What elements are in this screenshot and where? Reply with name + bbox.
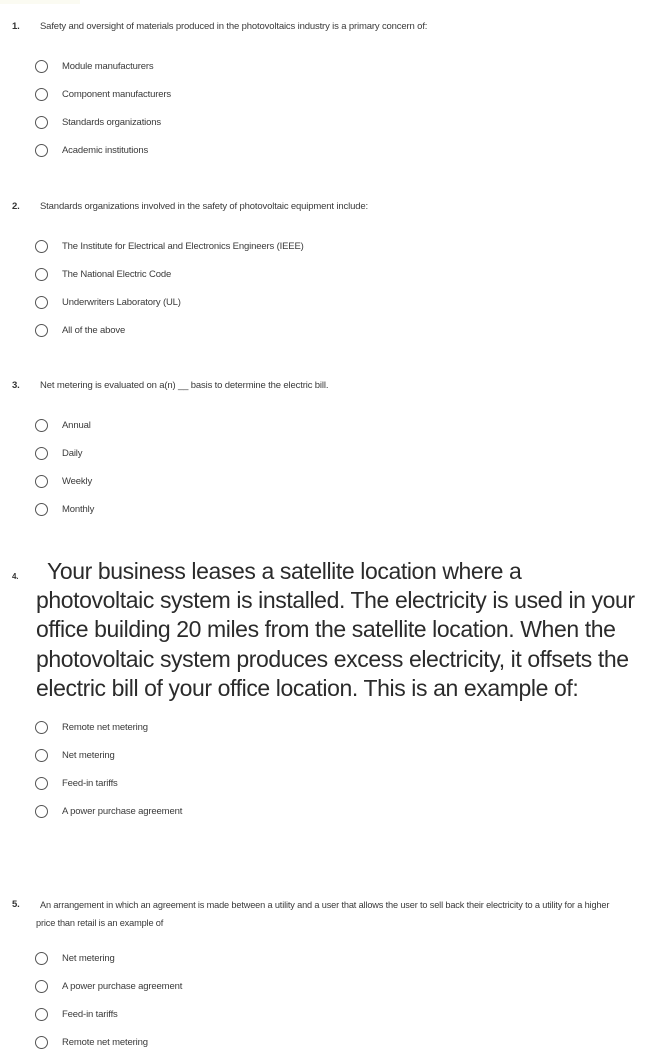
answer-option[interactable]	[0, 80, 662, 108]
radio-button-icon[interactable]	[35, 240, 48, 253]
radio-button-icon[interactable]	[35, 503, 48, 516]
option-label[interactable]: Component manufacturers	[62, 88, 172, 100]
question-number: 3.	[12, 380, 20, 391]
answer-option[interactable]	[0, 1000, 662, 1028]
answer-option[interactable]	[0, 411, 662, 439]
radio-button-icon[interactable]	[35, 447, 48, 460]
option-label[interactable]: The National Electric Code	[62, 268, 172, 280]
question-number: 2.	[12, 201, 20, 212]
option-label[interactable]: Underwriters Laboratory (UL)	[62, 296, 181, 308]
option-label[interactable]: Net metering	[62, 749, 115, 761]
option-label[interactable]: Feed-in tariffs	[62, 777, 118, 789]
question-number: 1.	[12, 21, 20, 32]
option-label[interactable]: Remote net metering	[62, 1036, 148, 1048]
question-text: Your business leases a satellite location where a photovoltaic system is installed. The electricity is used in your office building 20 miles from the satellite location. When the photovoltaic system produces excess electricity, it offsets the electric bill of your office location. This is an example of:	[36, 558, 635, 701]
question-text: Net metering is evaluated on a(n) __ basis to determine the electric bill.	[40, 380, 329, 391]
answer-options	[0, 944, 662, 1056]
radio-button-icon[interactable]	[35, 952, 48, 965]
option-label[interactable]: Module manufacturers	[62, 60, 154, 72]
question-2	[0, 200, 662, 344]
option-label[interactable]: Annual	[62, 419, 91, 431]
answer-option[interactable]	[0, 713, 662, 741]
question-5	[0, 896, 662, 1056]
question-header	[0, 200, 662, 214]
answer-option[interactable]	[0, 769, 662, 797]
radio-button-icon[interactable]	[35, 980, 48, 993]
answer-option[interactable]	[0, 316, 662, 344]
option-label[interactable]: All of the above	[62, 324, 126, 336]
question-header	[0, 896, 662, 932]
radio-button-icon[interactable]	[35, 60, 48, 73]
question-number: 4.	[12, 572, 19, 581]
radio-button-icon[interactable]	[35, 88, 48, 101]
answer-option[interactable]	[0, 260, 662, 288]
answer-option[interactable]	[0, 108, 662, 136]
radio-button-icon[interactable]	[35, 1036, 48, 1049]
question-1	[0, 20, 662, 164]
radio-button-icon[interactable]	[35, 749, 48, 762]
option-label[interactable]: Remote net metering	[62, 721, 148, 733]
answer-option[interactable]	[0, 136, 662, 164]
option-label[interactable]: Net metering	[62, 952, 115, 964]
answer-option[interactable]	[0, 972, 662, 1000]
answer-options	[0, 411, 662, 523]
radio-button-icon[interactable]	[35, 1008, 48, 1021]
question-number: 5.	[12, 899, 20, 910]
answer-option[interactable]	[0, 495, 662, 523]
answer-options	[0, 713, 662, 825]
radio-button-icon[interactable]	[35, 721, 48, 734]
answer-option[interactable]	[0, 1028, 662, 1056]
answer-option[interactable]	[0, 467, 662, 495]
top-strip-decoration	[0, 0, 80, 4]
option-label[interactable]: A power purchase agreement	[62, 980, 183, 992]
radio-button-icon[interactable]	[35, 268, 48, 281]
answer-option[interactable]	[0, 741, 662, 769]
option-label[interactable]: Daily	[62, 447, 83, 459]
question-3	[0, 379, 662, 523]
question-4	[0, 557, 662, 825]
answer-option[interactable]	[0, 944, 662, 972]
question-text: Standards organizations involved in the safety of photovoltaic equipment include:	[40, 201, 368, 212]
answer-option[interactable]	[0, 232, 662, 260]
radio-button-icon[interactable]	[35, 296, 48, 309]
answer-options	[0, 52, 662, 164]
option-label[interactable]: Academic institutions	[62, 144, 149, 156]
radio-button-icon[interactable]	[35, 777, 48, 790]
radio-button-icon[interactable]	[35, 805, 48, 818]
answer-option[interactable]	[0, 439, 662, 467]
option-label[interactable]: Standards organizations	[62, 116, 162, 128]
radio-button-icon[interactable]	[35, 324, 48, 337]
radio-button-icon[interactable]	[35, 144, 48, 157]
option-label[interactable]: Monthly	[62, 503, 95, 515]
answer-option[interactable]	[0, 288, 662, 316]
radio-button-icon[interactable]	[35, 475, 48, 488]
answer-option[interactable]	[0, 52, 662, 80]
option-label[interactable]: A power purchase agreement	[62, 805, 183, 817]
option-label[interactable]: Feed-in tariffs	[62, 1008, 118, 1020]
question-header	[0, 20, 662, 34]
question-header	[0, 379, 662, 393]
question-header	[0, 557, 662, 703]
option-label[interactable]: The Institute for Electrical and Electronics Engineers (IEEE)	[62, 240, 304, 252]
question-text: Safety and oversight of materials produced in the photovoltaics industry is a primary concern of:	[40, 21, 428, 32]
question-text: An arrangement in which an agreement is made between a utility and a user that allows the user to sell back their electricity to a utility for a higher price than retail is an example of	[36, 900, 610, 928]
radio-button-icon[interactable]	[35, 419, 48, 432]
radio-button-icon[interactable]	[35, 116, 48, 129]
option-label[interactable]: Weekly	[62, 475, 93, 487]
answer-option[interactable]	[0, 797, 662, 825]
answer-options	[0, 232, 662, 344]
